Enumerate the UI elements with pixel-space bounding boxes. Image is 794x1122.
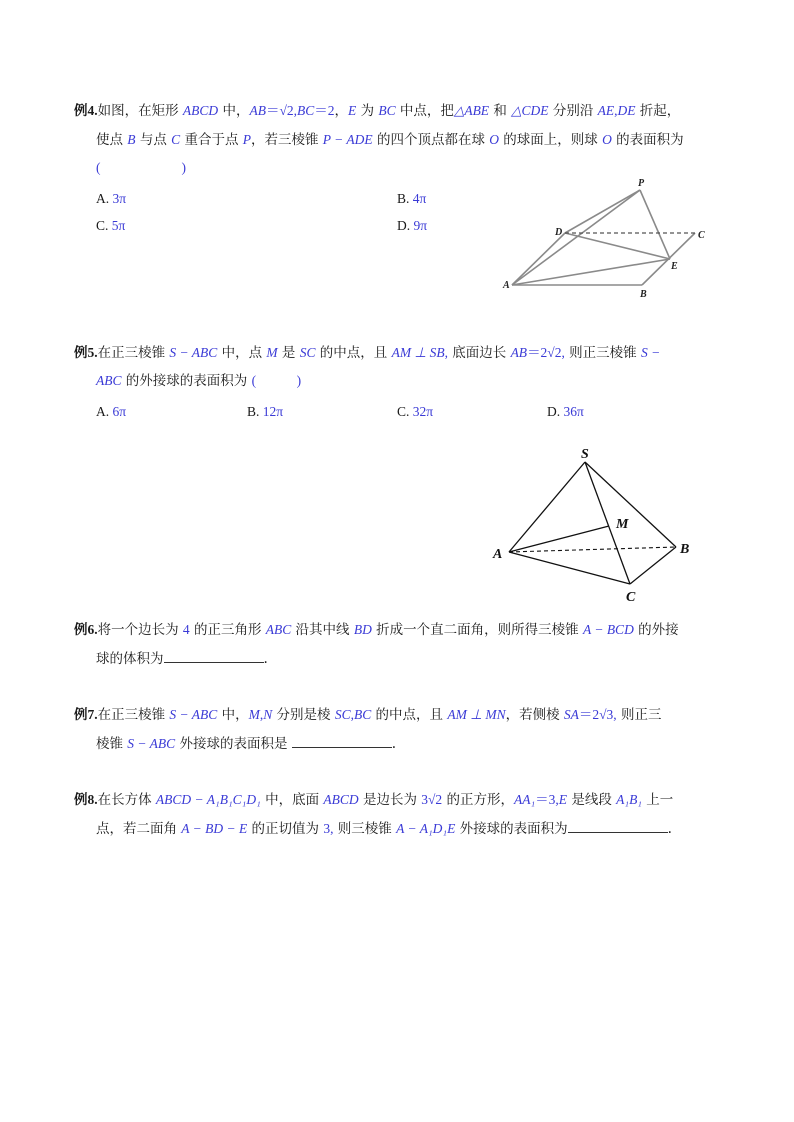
- text-run: 使点: [96, 132, 128, 148]
- text-run: 中，: [217, 707, 249, 723]
- math-expression: DE: [617, 103, 636, 118]
- math-expression: AE: [597, 103, 615, 118]
- text-run: ，若侧棱: [505, 707, 564, 723]
- ex7-line1-content: [98, 707, 662, 723]
- math-expression: A − A₁D₁E: [396, 821, 456, 836]
- math-expression: M: [248, 707, 260, 722]
- text-run: 折成一个直二面角，则所得三棱锥: [371, 622, 583, 638]
- text-run: 在长方体: [97, 792, 156, 808]
- edge-bc: [630, 547, 676, 584]
- math-expression: M: [266, 345, 278, 360]
- ex4-option-a[interactable]: A. 3π: [96, 191, 127, 206]
- math-expression: △CDE: [511, 103, 549, 118]
- math-expression: A₁B₁: [616, 792, 643, 807]
- text-run: 是边长为: [358, 792, 422, 808]
- answer-blank[interactable]: [568, 818, 668, 833]
- label-s: S: [581, 447, 589, 462]
- text-run: 将一个边长为: [97, 622, 183, 638]
- text-run: 点，若二面角: [96, 821, 182, 837]
- math-value: 3√2: [421, 792, 443, 807]
- math-expression: AB: [249, 103, 266, 118]
- text-run: 底面边长: [447, 345, 511, 361]
- text-run: ，若三棱锥: [251, 132, 323, 148]
- math-value: ＝√2,: [265, 103, 298, 118]
- text-run: 的正三角形: [189, 622, 266, 638]
- text-run: 则正三棱锥: [564, 345, 641, 361]
- text-run: 为: [356, 103, 379, 119]
- edge-ab-dashed: [509, 547, 676, 552]
- text-run: 沿其中线: [291, 622, 354, 638]
- math-value: ＝2√2,: [527, 345, 565, 360]
- math-expression: BC: [378, 103, 396, 118]
- ex8-line-1: [74, 790, 673, 810]
- ex5-line1-content: [98, 345, 661, 361]
- ex7-line-2: [96, 733, 396, 754]
- ex5-line-1: [74, 343, 660, 363]
- ex5-figure: [485, 440, 710, 610]
- label-e: E: [671, 261, 678, 272]
- math-expression: A − BD − E: [181, 821, 248, 836]
- label-a: A: [493, 547, 503, 562]
- math-value: ( ): [251, 373, 302, 388]
- math-expression: SC: [299, 345, 316, 360]
- ex4-option-c[interactable]: C. 5π: [96, 218, 126, 233]
- math-expression: ABC: [265, 622, 292, 637]
- text-run: 中点，把: [395, 103, 454, 119]
- math-value: ＝2: [314, 103, 335, 118]
- text-run: 的正切值为: [247, 821, 324, 837]
- text-run: 的外接: [633, 622, 679, 638]
- label-b: B: [680, 542, 690, 557]
- text-run: 的外接球的表面积为: [121, 373, 252, 389]
- math-value: ＝2√3,: [578, 707, 617, 722]
- ex4-answer-bracket: [96, 160, 186, 176]
- ex5-option-d[interactable]: D. 36π: [547, 404, 584, 419]
- text-run: 的球面上，则球: [499, 132, 603, 148]
- label-c: C: [698, 230, 705, 241]
- math-expression: S − ABC: [169, 707, 218, 722]
- math-value: ,: [350, 707, 354, 722]
- math-expression: AA₁: [513, 792, 536, 807]
- ex4-label: 例4.: [74, 103, 98, 118]
- text-run: 在正三棱锥: [97, 345, 170, 361]
- math-expression: N: [263, 707, 273, 722]
- math-value: 4: [182, 622, 190, 637]
- math-expression: AM ⊥ MN: [447, 707, 506, 722]
- math-expression: S −: [640, 345, 661, 360]
- text-run: 则三棱锥: [333, 821, 397, 837]
- text-run: 球的体积为: [96, 651, 164, 667]
- ex8-label: 例8.: [74, 792, 98, 807]
- edge-de: [565, 233, 670, 259]
- text-run: 重合于点: [180, 132, 243, 148]
- math-expression: O: [602, 132, 612, 147]
- label-b: B: [640, 289, 647, 300]
- text-run: .: [391, 736, 397, 752]
- ex5-label: 例5.: [74, 345, 98, 360]
- text-run: 和: [489, 103, 512, 119]
- text-run: 如图，在矩形: [97, 103, 183, 119]
- text-run: 棱锥: [96, 736, 128, 752]
- edge-am: [509, 526, 609, 552]
- ex6-line2-content: [96, 651, 268, 667]
- math-expression: A − BCD: [582, 622, 634, 637]
- math-value: ,: [259, 707, 264, 722]
- math-expression: ABCD − A₁B₁C₁D₁: [155, 792, 261, 807]
- ex8-line-2: [96, 818, 672, 839]
- ex4-figure: [495, 172, 720, 307]
- text-run: 中，点: [217, 345, 267, 361]
- math-expression: B: [127, 132, 136, 147]
- ex4-line-2: [96, 130, 684, 150]
- edge-pa: [512, 190, 640, 285]
- text-run: 分别沿: [548, 103, 598, 119]
- label-m: M: [616, 517, 629, 532]
- label-p: P: [638, 178, 645, 189]
- math-expression: ABCD: [323, 792, 359, 807]
- ex4-option-d[interactable]: D. 9π: [397, 218, 428, 233]
- math-expression: ABC: [96, 373, 122, 388]
- math-expression: SA: [563, 707, 579, 722]
- math-expression: BC: [297, 103, 315, 118]
- math-expression: P: [242, 132, 251, 147]
- ex4-line1-content: [98, 103, 681, 119]
- text-run: 的表面积为: [611, 132, 684, 148]
- math-value: 3,: [323, 821, 334, 836]
- edge-pe: [640, 190, 670, 259]
- math-value: ( ): [96, 160, 186, 175]
- math-expression: BC: [353, 707, 372, 722]
- math-expression: △ABE: [453, 103, 490, 118]
- text-run: .: [667, 821, 672, 837]
- text-run: 的四个顶点都在球: [372, 132, 490, 148]
- ex6-label: 例6.: [74, 622, 98, 637]
- text-run: 在正三棱锥: [97, 707, 170, 723]
- ex6-line-1: [74, 620, 679, 640]
- math-expression: S − ABC: [169, 345, 218, 360]
- text-run: 是线段: [567, 792, 617, 808]
- ex4-line-1: [74, 101, 680, 121]
- text-run: 与点: [135, 132, 172, 148]
- math-expression: E: [558, 792, 568, 807]
- edge-ac: [509, 552, 630, 584]
- text-run: 的正方形，: [442, 792, 514, 808]
- ex4-option-b[interactable]: B. 4π: [397, 191, 427, 206]
- text-run: 上一: [642, 792, 674, 808]
- text-run: 中，: [218, 103, 250, 119]
- label-c: C: [626, 590, 636, 605]
- math-value: ,: [444, 345, 448, 360]
- answer-blank[interactable]: [164, 648, 264, 663]
- text-run: 外接球的表面积为: [455, 821, 568, 837]
- text-run: 中，底面: [260, 792, 324, 808]
- text-run: 折起，: [635, 103, 681, 119]
- text-run: ，: [334, 103, 349, 119]
- math-expression: SC: [334, 707, 351, 722]
- math-expression: BD: [353, 622, 372, 637]
- edge-sa: [509, 462, 585, 552]
- ex6-line1-content: [98, 622, 679, 638]
- text-run: .: [263, 651, 268, 667]
- math-expression: ABCD: [182, 103, 219, 118]
- ex7-line2-content: [96, 736, 396, 752]
- ex8-line1-content: [98, 792, 674, 808]
- ex4-line-3: [96, 158, 186, 178]
- label-a: A: [503, 280, 510, 291]
- math-expression: AB: [510, 345, 528, 360]
- ex8-line2-content: [96, 821, 672, 837]
- answer-blank[interactable]: [292, 733, 392, 748]
- math-expression: O: [489, 132, 500, 147]
- math-expression: C: [171, 132, 181, 147]
- ex6-line-2: [96, 648, 268, 669]
- math-expression: P − ADE: [322, 132, 373, 147]
- text-run: 分别是棱: [272, 707, 335, 723]
- ex7-label: 例7.: [74, 707, 98, 722]
- ex4-line2-content: [96, 132, 684, 148]
- ex7-line-1: [74, 705, 661, 725]
- edge-sb: [585, 462, 676, 547]
- math-value: ＝3,: [535, 792, 559, 807]
- math-expression: E: [348, 103, 357, 118]
- math-expression: S − ABC: [127, 736, 176, 751]
- text-run: 则正三: [616, 707, 662, 723]
- ex5-line-2: [96, 371, 301, 391]
- text-run: 的中点，且: [371, 707, 448, 723]
- math-value: ,: [614, 103, 618, 118]
- ex5-option-b[interactable]: B. 12π: [247, 404, 284, 419]
- ex5-option-c[interactable]: C. 32π: [397, 404, 434, 419]
- text-run: 是: [277, 345, 300, 361]
- ex5-line2-content: [96, 373, 301, 389]
- text-run: 的中点，且: [315, 345, 392, 361]
- label-d: D: [555, 227, 563, 238]
- edge-pd: [565, 190, 640, 233]
- text-run: 外接球的表面积是: [175, 736, 292, 752]
- ex5-option-a[interactable]: A. 6π: [96, 404, 127, 419]
- math-expression: AM ⊥ SB: [391, 345, 445, 360]
